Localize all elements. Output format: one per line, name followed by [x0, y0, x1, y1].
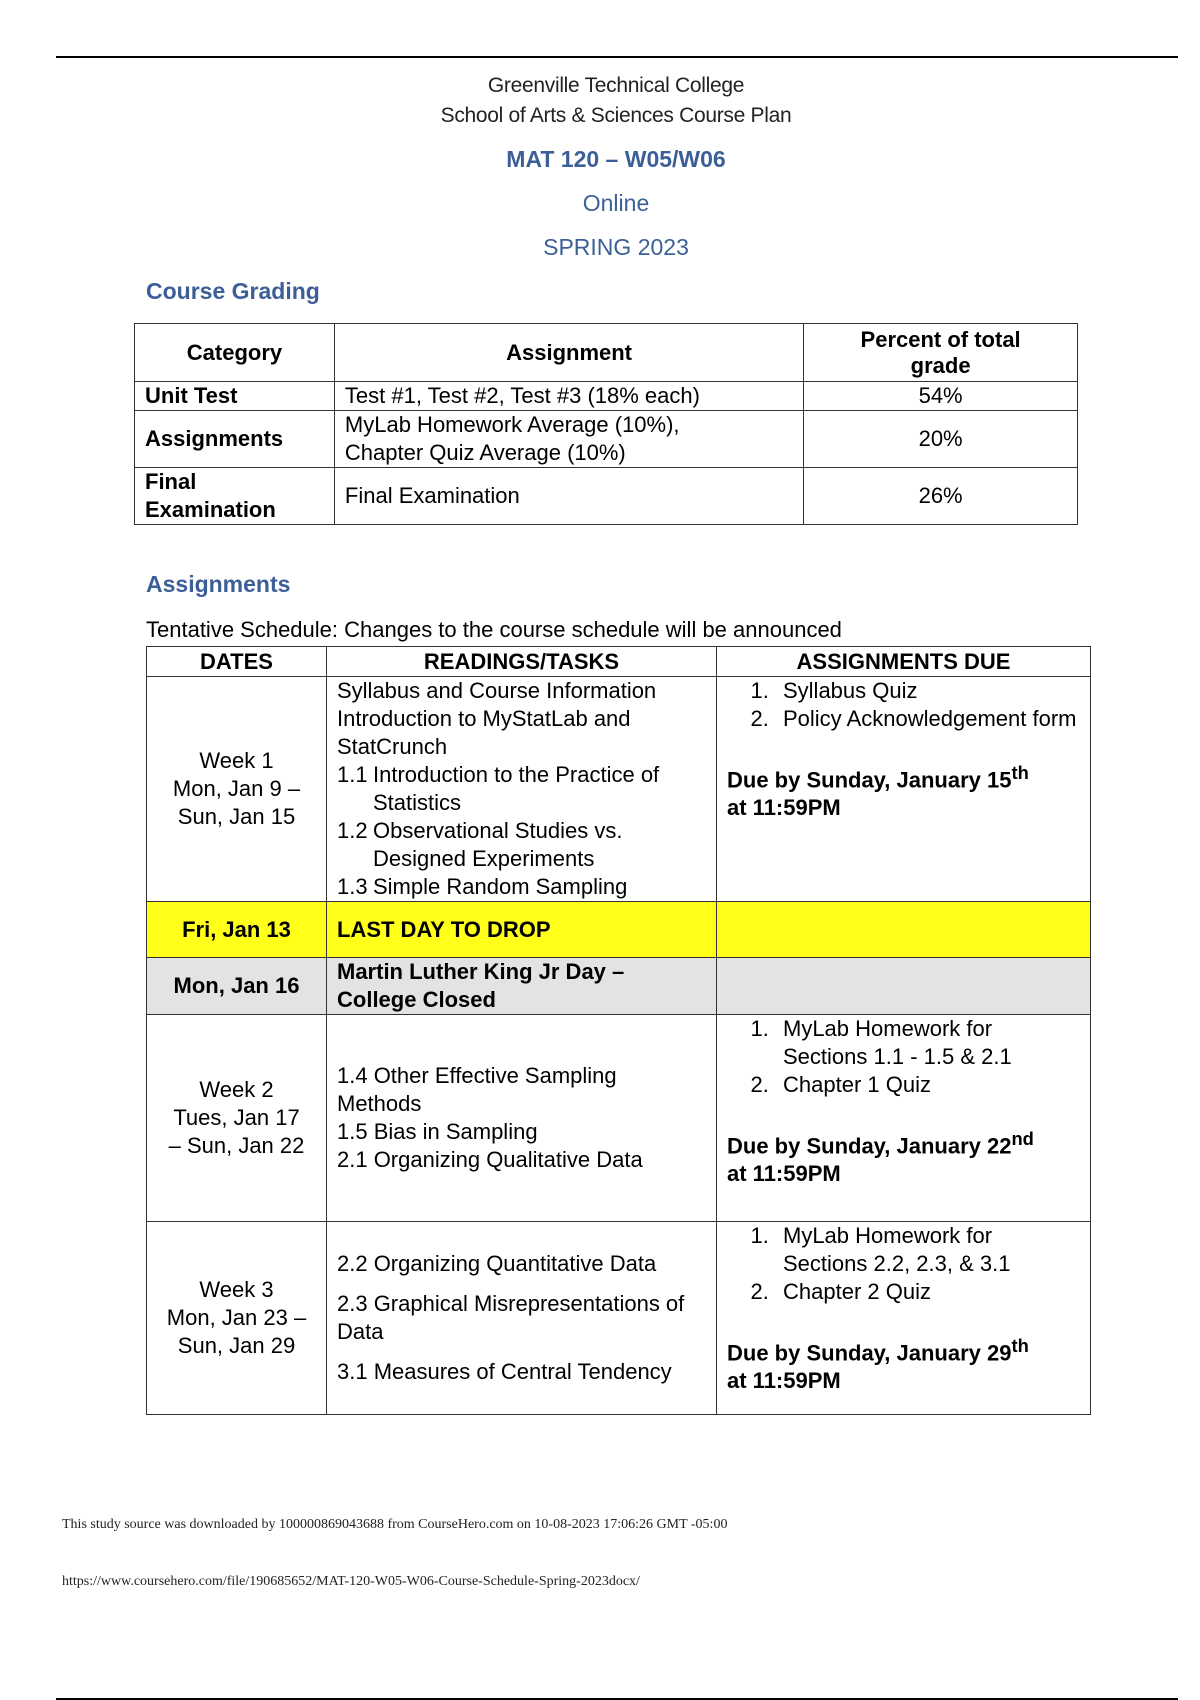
due-date-text: Due by Sunday, January 22 — [727, 1133, 1012, 1159]
schedule-row-week2 — [147, 1015, 1091, 1222]
due-date-text: Due by Sunday, January 29 — [727, 1340, 1012, 1366]
course-mode: Online — [582, 190, 650, 216]
grading-assignment: Test #1, Test #2, Test #3 (18% each) — [334, 382, 803, 411]
college-name: Greenville Technical College — [487, 74, 745, 97]
holiday-date: Mon, Jan 16 — [147, 958, 327, 1015]
week-due — [717, 677, 1091, 902]
reading-line: 3.1 Measures of Central Tendency — [337, 1359, 672, 1384]
reading-number: 1.1 — [337, 762, 368, 787]
week-due — [717, 1222, 1091, 1415]
grading-header-row — [135, 324, 1078, 382]
grading-assignment-line: Chapter Quiz Average (10%) — [344, 440, 626, 465]
schedule-table — [146, 646, 1091, 1415]
due-item: 1. MyLab Homework for Sections 2.2, 2.3, & 3.1 — [775, 1222, 1080, 1278]
grading-percent: 54% — [804, 382, 1078, 411]
reading-text: Introduction to the Practice of Statistics — [373, 762, 660, 815]
reading-line: Syllabus and Course Information — [337, 678, 657, 703]
due-list — [727, 1222, 1080, 1306]
due-date — [727, 759, 1080, 794]
reading-line: 1.4 Other Effective Sampling Methods — [337, 1063, 617, 1116]
grading-col-assignment: Assignment — [334, 324, 803, 382]
grading-assignment-line: MyLab Homework Average (10%), — [344, 412, 680, 437]
due-time: at 11:59PM — [727, 795, 841, 821]
schedule-header-row — [147, 647, 1091, 677]
download-notice: This study source was downloaded by 100000869043688 from CourseHero.com on 10-08-2023 17:06:26 GMT -05:00 — [62, 1517, 728, 1532]
reading-item — [337, 761, 706, 817]
date-line: Week 3 — [199, 1277, 274, 1302]
week-readings — [327, 677, 717, 902]
date-line: Sun, Jan 29 — [177, 1333, 296, 1358]
grading-percent: 20% — [804, 411, 1078, 468]
week-readings — [327, 1015, 717, 1222]
reading-line: 2.1 Organizing Qualitative Data — [337, 1147, 643, 1172]
reading-line: 2.3 Graphical Misrepresentations of Data — [337, 1291, 685, 1344]
date-line: – Sun, Jan 22 — [168, 1133, 305, 1158]
schedule-row-holiday — [147, 958, 1091, 1015]
reading-line: 1.5 Bias in Sampling — [337, 1119, 538, 1144]
grading-category: Unit Test — [135, 382, 335, 411]
schedule-col-dates: DATES — [147, 647, 327, 677]
course-term: SPRING 2023 — [543, 234, 689, 260]
due-date — [727, 1332, 1080, 1367]
grading-row — [135, 411, 1078, 468]
date-line: Mon, Jan 23 – — [166, 1305, 307, 1330]
week-date — [147, 677, 327, 902]
week-readings — [327, 1222, 717, 1415]
course-code: MAT 120 – W05/W06 — [506, 146, 726, 172]
school-name: School of Arts & Sciences Course Plan — [440, 104, 792, 127]
grading-row — [135, 382, 1078, 411]
grading-category-line: Final — [145, 469, 197, 494]
due-item: 1. Syllabus Quiz — [775, 677, 1080, 705]
due-date — [727, 1125, 1080, 1160]
date-line: Week 2 — [199, 1077, 274, 1102]
schedule-row-week1 — [147, 677, 1091, 902]
reading-item — [337, 817, 706, 873]
holiday-task: Martin Luther King Jr Day – College Closed — [327, 958, 717, 1015]
date-line: Mon, Jan 9 – — [172, 776, 301, 801]
date-line: Week 1 — [199, 748, 274, 773]
drop-date: Fri, Jan 13 — [147, 902, 327, 958]
grading-table — [134, 323, 1078, 525]
due-date-text: Due by Sunday, January 15 — [727, 767, 1012, 793]
grading-assignment: Final Examination — [334, 468, 803, 525]
schedule-col-readings: READINGS/TASKS — [327, 647, 717, 677]
reading-number: 1.2 — [337, 818, 368, 843]
reading-item — [337, 873, 706, 901]
grading-row — [135, 468, 1078, 525]
reading-line: 2.2 Organizing Quantitative Data — [337, 1251, 657, 1276]
due-item: 2. Chapter 2 Quiz — [775, 1278, 1080, 1306]
grading-category-line: Examination — [145, 497, 276, 522]
holiday-due-empty — [717, 958, 1091, 1015]
reading-number: 1.3 — [337, 874, 368, 899]
date-line: Tues, Jan 17 — [173, 1105, 300, 1130]
due-item: 2. Chapter 1 Quiz — [775, 1071, 1080, 1099]
due-date-suffix: th — [1011, 1335, 1029, 1356]
due-item: 2. Policy Acknowledgement form — [775, 705, 1080, 733]
tentative-note: Tentative Schedule: Changes to the course schedule will be announced — [146, 617, 842, 642]
grading-col-category: Category — [135, 324, 335, 382]
due-list — [727, 1015, 1080, 1099]
drop-task: LAST DAY TO DROP — [327, 902, 717, 958]
due-time: at 11:59PM — [727, 1161, 841, 1187]
source-url[interactable]: https://www.coursehero.com/file/190685652/MAT-120-W05-W06-Course-Schedule-Spring-2023docx/ — [62, 1574, 640, 1589]
grading-title: Course Grading — [146, 278, 320, 304]
week-date — [147, 1222, 327, 1415]
due-date-suffix: nd — [1011, 1128, 1034, 1149]
schedule-col-due: ASSIGNMENTS DUE — [717, 647, 1091, 677]
grading-percent: 26% — [804, 468, 1078, 525]
top-rule — [56, 56, 1178, 58]
reading-text: Observational Studies vs. Designed Experiments — [373, 818, 623, 871]
reading-text: Simple Random Sampling — [373, 874, 628, 899]
reading-line: Introduction to MyStatLab and StatCrunch — [337, 706, 631, 759]
schedule-row-week3 — [147, 1222, 1091, 1415]
assignments-title: Assignments — [146, 571, 291, 597]
schedule-row-drop — [147, 902, 1091, 958]
due-date-suffix: th — [1011, 762, 1029, 783]
grading-category — [135, 468, 335, 525]
week-date — [147, 1015, 327, 1222]
grading-assignment — [334, 411, 803, 468]
grading-category: Assignments — [135, 411, 335, 468]
week-due — [717, 1015, 1091, 1222]
due-time: at 11:59PM — [727, 1368, 841, 1394]
due-list — [727, 677, 1080, 733]
date-line: Sun, Jan 15 — [177, 804, 296, 829]
drop-due-empty — [717, 902, 1091, 958]
grading-col-percent: Percent of total grade — [804, 324, 1078, 382]
due-item: 1. MyLab Homework for Sections 1.1 - 1.5 & 2.1 — [775, 1015, 1080, 1071]
